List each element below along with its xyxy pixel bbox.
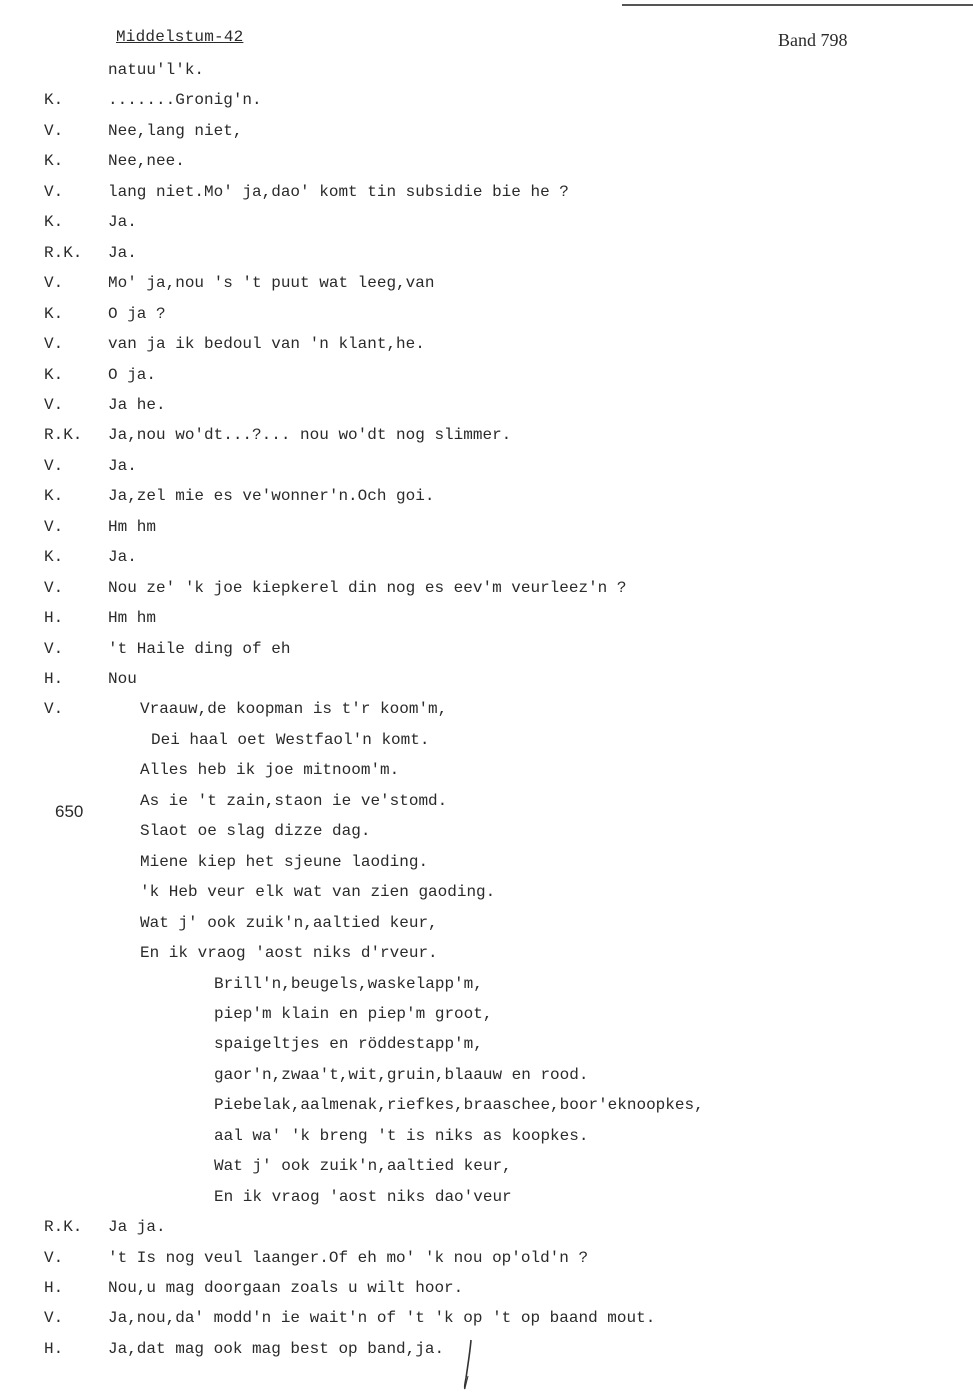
transcript-line: spaigeltjes en röddestapp'm,: [214, 1035, 483, 1053]
transcript-line: Nou: [108, 670, 137, 688]
top-rule: [622, 4, 973, 6]
speaker-label: V.: [44, 518, 64, 536]
transcript-line: Dei haal oet Westfaol'n komt.: [151, 731, 430, 749]
transcript-line: Alles heb ik joe mitnoom'm.: [140, 761, 400, 779]
transcript-line: Ja.: [108, 457, 137, 475]
speaker-label: V.: [44, 700, 64, 718]
speaker-label: V.: [44, 1249, 64, 1267]
transcript-line: 'k Heb veur elk wat van zien gaoding.: [140, 883, 496, 901]
speaker-label: H.: [44, 1340, 64, 1358]
speaker-label: V.: [44, 122, 64, 140]
speaker-label: H.: [44, 1279, 64, 1297]
transcript-line: Ja.: [108, 548, 137, 566]
transcript-line: Mo' ja,nou 's 't puut wat leeg,van: [108, 274, 435, 292]
transcript-line: Ja.: [108, 213, 137, 231]
tape-number: Band 798: [778, 30, 848, 50]
speaker-label: V.: [44, 579, 64, 597]
transcript-line: 't Haile ding of eh: [108, 640, 291, 658]
speaker-label: V.: [44, 1309, 64, 1327]
transcript-line: gaor'n,zwaa't,wit,gruin,blaauw en rood.: [214, 1066, 589, 1084]
transcript-line: Wat j' ook zuik'n,aaltied keur,: [214, 1157, 512, 1175]
transcript-line: Nou ze' 'k joe kiepkerel din nog es eev'm veurleez'n ?: [108, 579, 627, 597]
speaker-label: V.: [44, 274, 64, 292]
transcript-line: Slaot oe slag dizze dag.: [140, 822, 371, 840]
speaker-label: K.: [44, 305, 64, 323]
transcript-line: Ja,nou wo'dt...?... nou wo'dt nog slimmer.: [108, 426, 512, 444]
transcript-line: .......Gronig'n.: [108, 91, 262, 109]
transcript-line: Brill'n,beugels,waskelapp'm,: [214, 975, 483, 993]
transcript-line: Ja,dat mag ook mag best op band,ja.: [108, 1340, 445, 1358]
transcript-line: Piebelak,aalmenak,riefkes,braaschee,boor'eknoopkes,: [214, 1096, 704, 1114]
transcript-line: aal wa' 'k breng 't is niks as koopkes.: [214, 1127, 589, 1145]
transcript-line: Ja,nou,da' modd'n ie wait'n of 't 'k op 't op baand mout.: [108, 1309, 656, 1327]
margin-counter-number: 650: [55, 802, 84, 821]
transcript-line: Ja.: [108, 244, 137, 262]
transcript-line: Miene kiep het sjeune laoding.: [140, 853, 429, 871]
speaker-label: R.K.: [44, 244, 83, 262]
speaker-label: H.: [44, 670, 64, 688]
transcript-line: Hm hm: [108, 609, 157, 627]
document-header-title: Middelstum-42: [116, 28, 244, 46]
speaker-label: K.: [44, 366, 64, 384]
transcript-line: natuu'l'k.: [108, 61, 205, 79]
speaker-label: V.: [44, 396, 64, 414]
speaker-label: H.: [44, 609, 64, 627]
transcript-line: Ja he.: [108, 396, 166, 414]
transcript-line: Ja,zel mie es ve'wonner'n.Och goi.: [108, 487, 435, 505]
transcript-line: Vraauw,de koopman is t'r koom'm,: [140, 700, 448, 718]
transcript-line: piep'm klain en piep'm groot,: [214, 1005, 493, 1023]
transcript-line: Nee,lang niet,: [108, 122, 243, 140]
transcript-line: 't Is nog veul laanger.Of eh mo' 'k nou op'old'n ?: [108, 1249, 589, 1267]
transcript-line: Hm hm: [108, 518, 157, 536]
speaker-label: V.: [44, 640, 64, 658]
speaker-label: R.K.: [44, 426, 83, 444]
speaker-label: K.: [44, 548, 64, 566]
transcript-line: Nee,nee.: [108, 152, 185, 170]
speaker-label: K.: [44, 213, 64, 231]
speaker-label: K.: [44, 152, 64, 170]
transcript-line: Wat j' ook zuik'n,aaltied keur,: [140, 914, 438, 932]
speaker-label: K.: [44, 487, 64, 505]
pen-mark: [462, 1338, 474, 1390]
speaker-label: V.: [44, 335, 64, 353]
transcript-line: Nou,u mag doorgaan zoals u wilt hoor.: [108, 1279, 464, 1297]
transcript-line: En ik vraog 'aost niks d'rveur.: [140, 944, 438, 962]
speaker-label: V.: [44, 457, 64, 475]
speaker-label: R.K.: [44, 1218, 83, 1236]
transcript-line: En ik vraog 'aost niks dao'veur: [214, 1188, 512, 1206]
transcript-line: As ie 't zain,staon ie ve'stomd.: [140, 792, 448, 810]
transcript-line: Ja ja.: [108, 1218, 166, 1236]
transcript-line: van ja ik bedoul van 'n klant,he.: [108, 335, 425, 353]
transcript-line: O ja.: [108, 366, 157, 384]
transcript-line: lang niet.Mo' ja,dao' komt tin subsidie bie he ?: [108, 183, 569, 201]
speaker-label: V.: [44, 183, 64, 201]
transcript-line: O ja ?: [108, 305, 166, 323]
speaker-label: K.: [44, 91, 64, 109]
